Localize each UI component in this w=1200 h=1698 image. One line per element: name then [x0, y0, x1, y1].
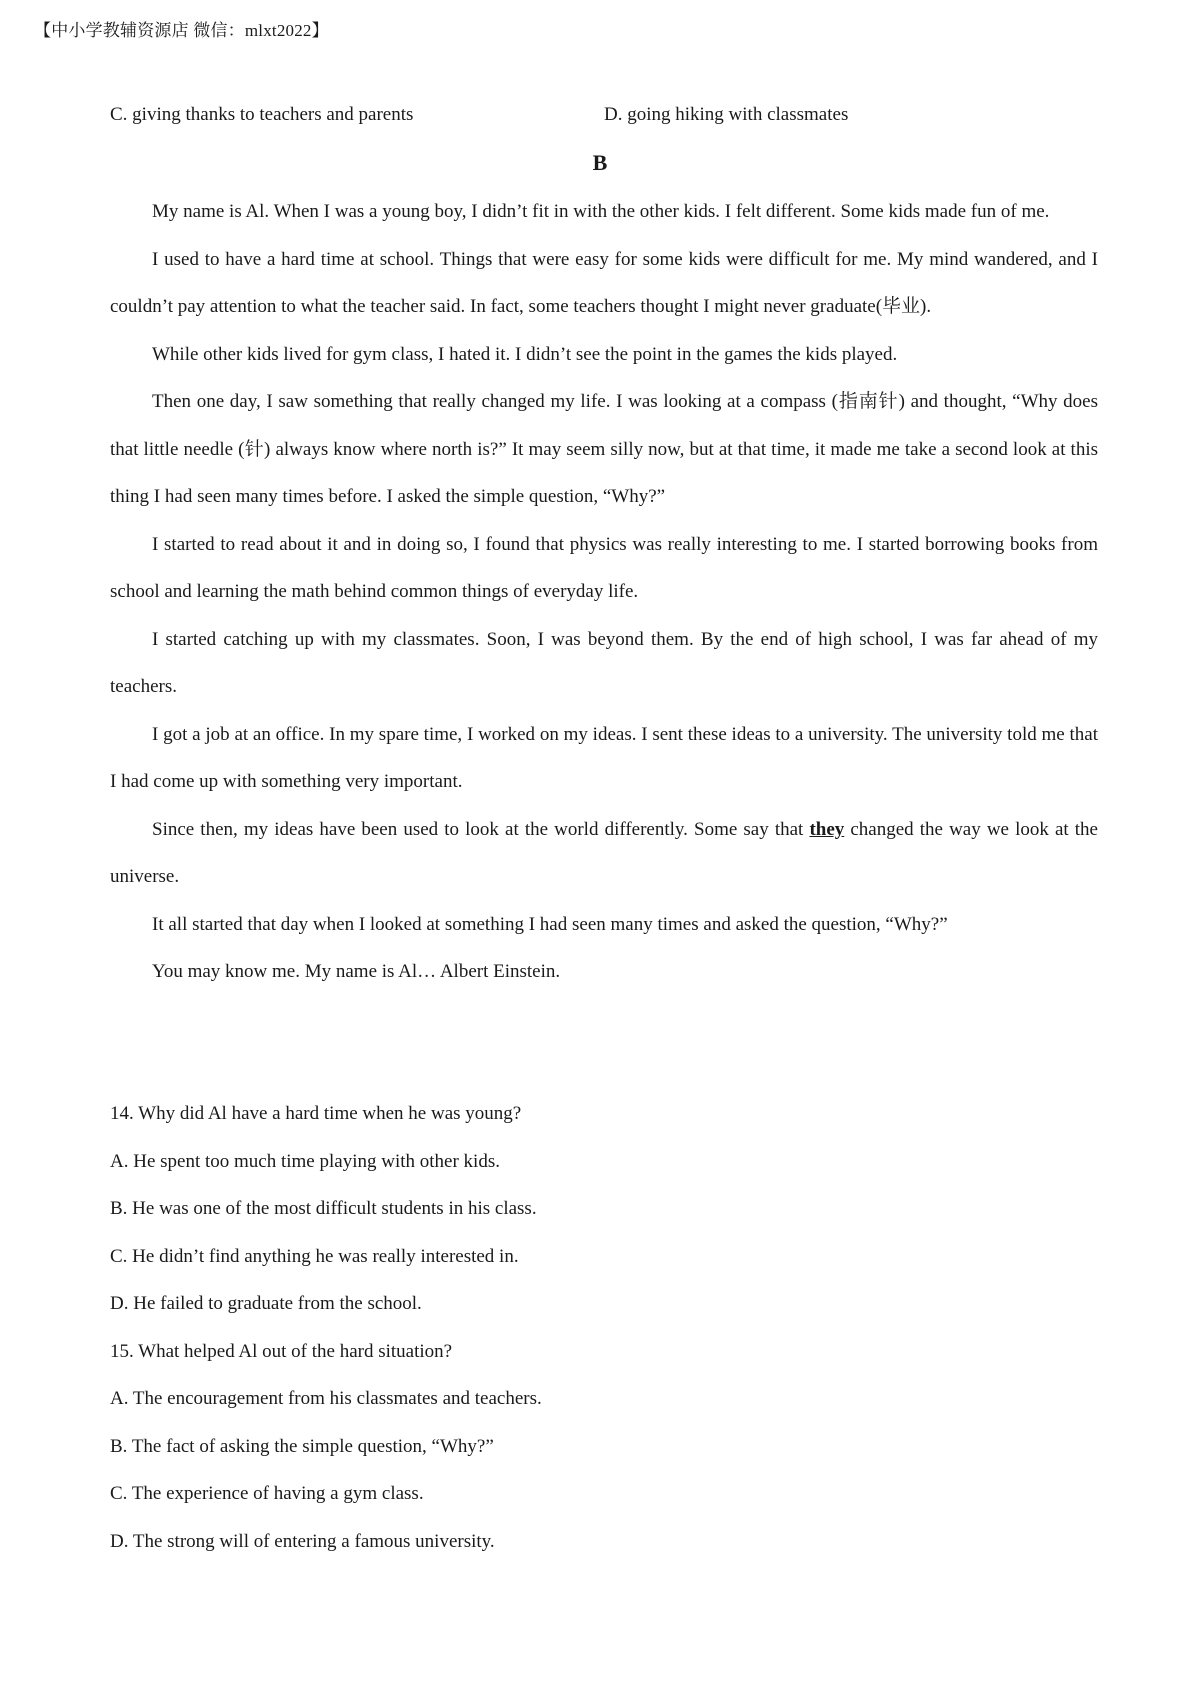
passage-paragraph: I used to have a hard time at school. Things that were easy for some kids were difficult for me. My mind wandered, and I couldn’t pay attention to what the teacher said. In fact, some teachers thought I might never graduate(毕业).: [110, 248, 1098, 317]
answer-option: D. The strong will of entering a famous university.: [110, 1530, 495, 1552]
answer-option: B. He was one of the most difficult students in his class.: [110, 1198, 537, 1219]
passage-paragraph: I started catching up with my classmates. Soon, I was beyond them. By the end of high school, I was far ahead of my teachers.: [110, 628, 1098, 697]
passage-paragraph: While other kids lived for gym class, I hated it. I didn’t see the point in the games the kids played.: [152, 343, 898, 365]
answer-option: D. He failed to graduate from the school.: [110, 1293, 422, 1314]
question-stem: 15. What helped Al out of the hard situation?: [110, 1340, 453, 1362]
reading-passage: [110, 188, 1098, 996]
question-stem: 14. Why did Al have a hard time when he was young?: [110, 1103, 522, 1124]
passage-paragraph: [110, 806, 1098, 901]
question-list: [110, 1090, 1098, 1565]
answer-option: C. The experience of having a gym class.: [110, 1483, 424, 1504]
paragraph-text: changed the way we look at the universe.: [110, 818, 1098, 887]
answer-option: A. He spent too much time playing with other kids.: [110, 1150, 500, 1172]
passage-paragraph: It all started that day when I looked at something I had seen many times and asked the question, “Why?”: [152, 913, 948, 935]
option-d: D. going hiking with classmates: [604, 104, 849, 125]
passage-paragraph: My name is Al. When I was a young boy, I didn’t fit in with the other kids. I felt different. Some kids made fun of me.: [152, 201, 1050, 222]
answer-option: B. The fact of asking the simple question, “Why?”: [110, 1435, 494, 1457]
passage-paragraph: Then one day, I saw something that really changed my life. I was looking at a compass (指南针) and thought, “Why does that little needle (针) always know where north is?” It may seem silly now, but at that time, it made me take a second look at this thing I had seen many times before. I asked the simple question, “Why?”: [110, 391, 1098, 507]
answer-option: A. The encouragement from his classmates and teachers.: [110, 1388, 542, 1409]
section-title: B: [592, 150, 608, 175]
underlined-keyword: they: [809, 818, 845, 840]
passage-paragraph: I got a job at an office. In my spare time, I worked on my ideas. I sent these ideas to a university. The university told me that I had come up with something very important.: [110, 723, 1098, 792]
passage-paragraph: You may know me. My name is Al… Albert Einstein.: [152, 961, 561, 982]
option-c: C. giving thanks to teachers and parents: [110, 104, 414, 125]
passage-paragraph: I started to read about it and in doing so, I found that physics was really interesting to me. I started borrowing books from school and learning the math behind common things of everyday life.: [110, 533, 1098, 602]
answer-option: C. He didn’t find anything he was really interested in.: [110, 1245, 519, 1267]
paragraph-text: Since then, my ideas have been used to look at the world differently. Some say that: [152, 818, 810, 840]
page-header: 【中小学教辅资源店 微信：mlxt2022】: [34, 21, 329, 40]
